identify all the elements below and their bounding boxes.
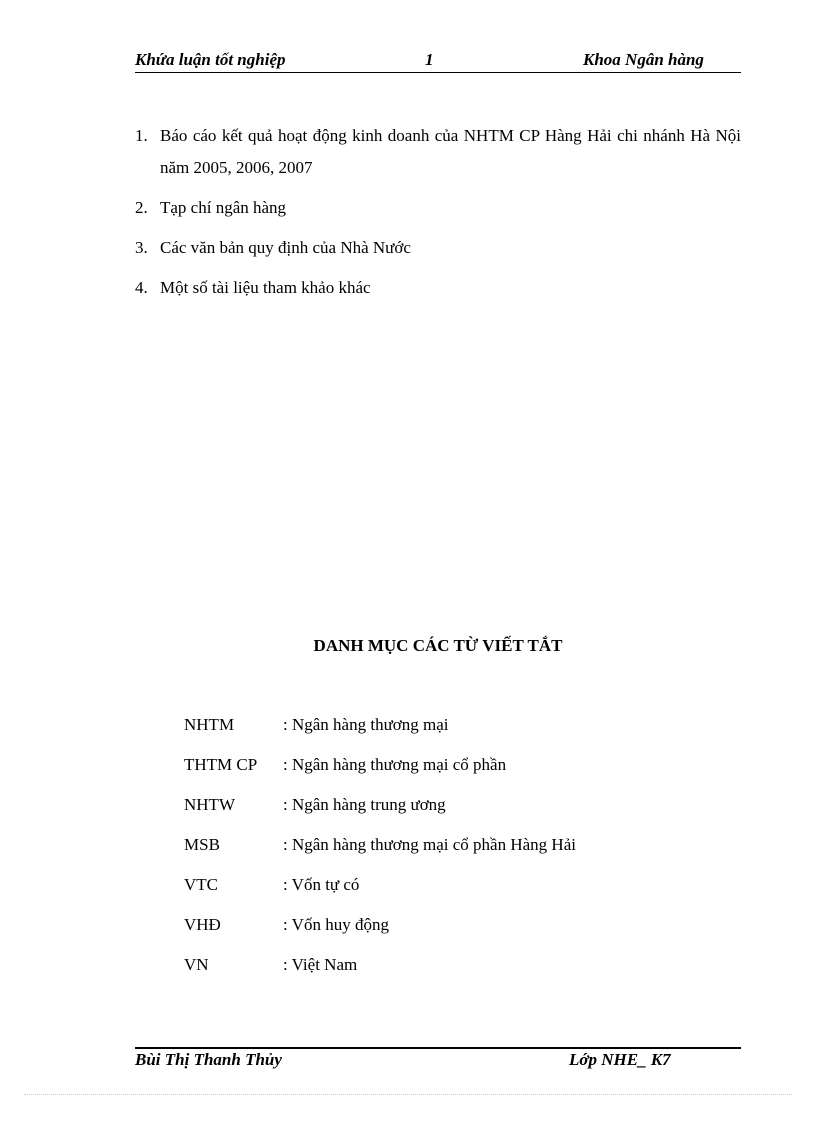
reference-number: 4. [135, 278, 148, 297]
reference-item [135, 192, 741, 224]
abbreviation-code: THTM CP [184, 755, 258, 774]
page-footer [135, 1050, 741, 1074]
abbreviation-row [184, 835, 724, 875]
reference-text: Một số tài liệu tham khảo khác [160, 278, 371, 297]
abbreviation-code: VTC [184, 875, 218, 894]
reference-text: Báo cáo kết quả hoạt động kinh doanh của NHTM CP Hàng Hải chi nhánh Hà Nội năm 2005, 2006, 2007 [160, 126, 741, 177]
abbreviation-code: MSB [184, 835, 220, 854]
abbreviation-row [184, 715, 724, 755]
reference-number: 1. [135, 126, 148, 145]
reference-item [135, 272, 741, 304]
abbreviations-title: DANH MỤC CÁC TỪ VIẾT TẮT [313, 636, 563, 655]
reference-text: Các văn bản quy định của Nhà Nước [160, 238, 411, 257]
reference-item [135, 120, 741, 184]
footer-divider [135, 1047, 741, 1049]
reference-text: Tạp chí ngân hàng [160, 198, 287, 217]
header-page-number: 1 [425, 50, 434, 69]
abbreviation-definition: : Việt Nam [283, 955, 358, 974]
abbreviation-definition: : Vốn tự có [283, 875, 360, 894]
abbreviation-row [184, 955, 724, 995]
abbreviation-code: NHTM [184, 715, 235, 734]
abbreviation-definition: : Ngân hàng thương mại [283, 715, 449, 734]
abbreviation-row [184, 915, 724, 955]
abbreviation-definition: : Ngân hàng thương mại cổ phần [283, 755, 507, 774]
abbreviation-code: VHĐ [184, 915, 221, 934]
header-faculty-label: Khoa Ngân hàng [583, 50, 704, 69]
abbreviation-list [184, 715, 724, 995]
reference-number: 3. [135, 238, 148, 257]
reference-number: 2. [135, 198, 148, 217]
abbreviation-code: NHTW [184, 795, 235, 814]
abbreviation-definition: : Ngân hàng thương mại cổ phần Hàng Hải [283, 835, 576, 854]
footer-author: Bùi Thị Thanh Thủy [135, 1050, 282, 1069]
page-edge-divider [24, 1094, 792, 1095]
abbreviation-definition: : Ngân hàng trung ương [283, 795, 446, 814]
abbreviation-row [184, 755, 724, 795]
abbreviation-row [184, 795, 724, 835]
abbreviation-code: VN [184, 955, 209, 974]
abbreviation-definition: : Vốn huy động [283, 915, 389, 934]
page-header [135, 50, 741, 73]
abbreviation-row [184, 875, 724, 915]
header-thesis-label: Khứa luận tốt nghiệp [135, 50, 286, 69]
reference-list [135, 120, 741, 312]
reference-item [135, 232, 741, 264]
footer-class: Lớp NHE_ K7 [569, 1050, 671, 1069]
